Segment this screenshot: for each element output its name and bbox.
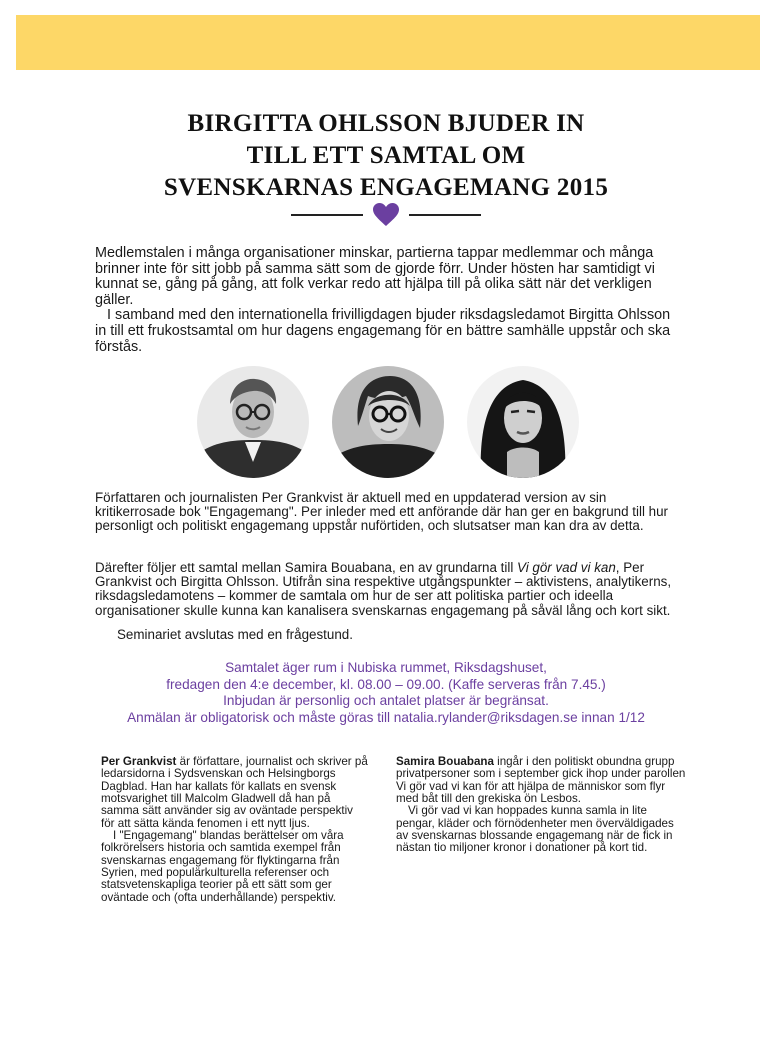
bio-text: är författare, journalist och skriver på ledarsidorna i Sydsvenskan och Helsingborgs Dagblad. Han har kallats för kallats en svensk motsvarighet till Malcolm Gladwell då han på samma sätt använder sig av oväntade perspektiv för att sätta kända fenomen i ett nytt ljus. <box>101 755 368 830</box>
event-line: fredagen den 4:e december, kl. 08.00 – 09.00. (Kaffe serveras från 7.45.) <box>166 676 606 692</box>
title-divider <box>0 202 772 228</box>
samtal-text-start: Därefter följer ett samtal mellan Samira Bouabana, en av grundarna till <box>95 560 518 575</box>
seminar-end-line <box>95 628 677 642</box>
samtal-paragraph <box>95 561 677 618</box>
invitation-title <box>0 108 772 204</box>
bio-name: Samira Bouabana <box>396 755 494 768</box>
body-paragraph: Seminariet avslutas med en frågestund. <box>117 627 353 642</box>
portrait-samira-bouabana <box>467 366 579 478</box>
top-color-band <box>16 15 760 70</box>
bio-per-grankvist <box>101 756 369 904</box>
divider-line-right <box>409 214 481 216</box>
intro-paragraph: I samband med den internationella frivilligdagen bjuder riksdagsledamot Birgitta Ohlsson in till ett frukostsamtal om hur dagens engagemang för en bättre samhälle uppstår och ska förstås. <box>95 307 671 355</box>
bio-name: Per Grankvist <box>101 755 177 768</box>
intro-text <box>95 246 677 355</box>
bio-paragraph <box>101 756 369 830</box>
samtal-text-end: , Per Grankvist och Birgitta Ohlsson. Utifrån sina respektive utgångspunkter – aktivistens, analytikerns, riksdagsledamotens – kommer de samtala om hur de ser att politiska partier och ideella organisationer skulle kunna kan kanalisera svenskarnas engagemang på såväl lång och kort sikt. <box>95 560 672 618</box>
event-line: Inbjudan är personlig och antalet platser är begränsat. <box>223 693 549 709</box>
event-line: Samtalet äger rum i Nubiska rummet, Riksdagshuset, <box>225 660 547 675</box>
portrait-birgitta-ohlsson <box>332 366 444 478</box>
title-line: SVENSKARNAS ENGAGEMANG 2015 <box>163 174 609 201</box>
event-line: Anmälan är obligatorisk och måste göras till natalia.rylander@riksdagen.se innan 1/12 <box>127 709 645 725</box>
body-paragraph <box>95 561 677 618</box>
bio-text: ingår i den politiskt obundna grupp privatpersoner som i september gick ihop under parollen Vi gör vad vi kan för att hjälpa de människor som flyr med båt till den grekiska ön Lesbos. <box>396 755 686 806</box>
grankvist-paragraph <box>95 491 677 534</box>
title-line: BIRGITTA OHLSSON BJUDER IN <box>187 110 585 137</box>
bio-paragraph: Vi gör vad vi kan hoppades kunna samla in lite pengar, kläder och förnödenheter men överväldigades av svenskarnas blossande engagemang när de fick in nästan tio miljoner kronor i donationer på kort tid. <box>396 804 674 855</box>
heart-icon <box>373 203 399 227</box>
organization-name-italic: Vi gör vad vi kan <box>517 560 616 575</box>
divider-line-left <box>291 214 363 216</box>
portrait-per-grankvist <box>197 366 309 478</box>
bio-samira-bouabana <box>396 756 686 855</box>
bio-paragraph <box>396 756 686 805</box>
event-details <box>0 660 772 726</box>
bio-paragraph: I "Engagemang" blandas berättelser om våra folkrörelsers historia och samtida exempel från svenskarnas engagemang för flyktingarna från Syrien, med populärkulturella referenser och statsvetenskapliga teorier på ett sätt som ger oväntade och (ofta underhållande) perspektiv. <box>101 829 344 904</box>
title-line: TILL ETT SAMTAL OM <box>246 142 526 169</box>
body-paragraph: Författaren och journalisten Per Grankvist är aktuell med en uppdaterad version av sin kritikerrosade bok "Engagemang". Per inleder med ett anförande där han ger en bakgrund till hur personligt och politiskt engagemang uppstår nuförtiden, och slutsatser man kan dra av detta. <box>95 490 668 534</box>
intro-paragraph: Medlemstalen i många organisationer minskar, partierna tappar medlemmar och många brinner inte för sitt jobb på samma sätt som de gjorde förr. Under hösten har samtidigt vi kunnat se, gång på gång, att folk verkar redo att hjälpa till på olika sätt när det verkligen gäller. <box>95 245 655 308</box>
speaker-portraits <box>197 366 585 478</box>
